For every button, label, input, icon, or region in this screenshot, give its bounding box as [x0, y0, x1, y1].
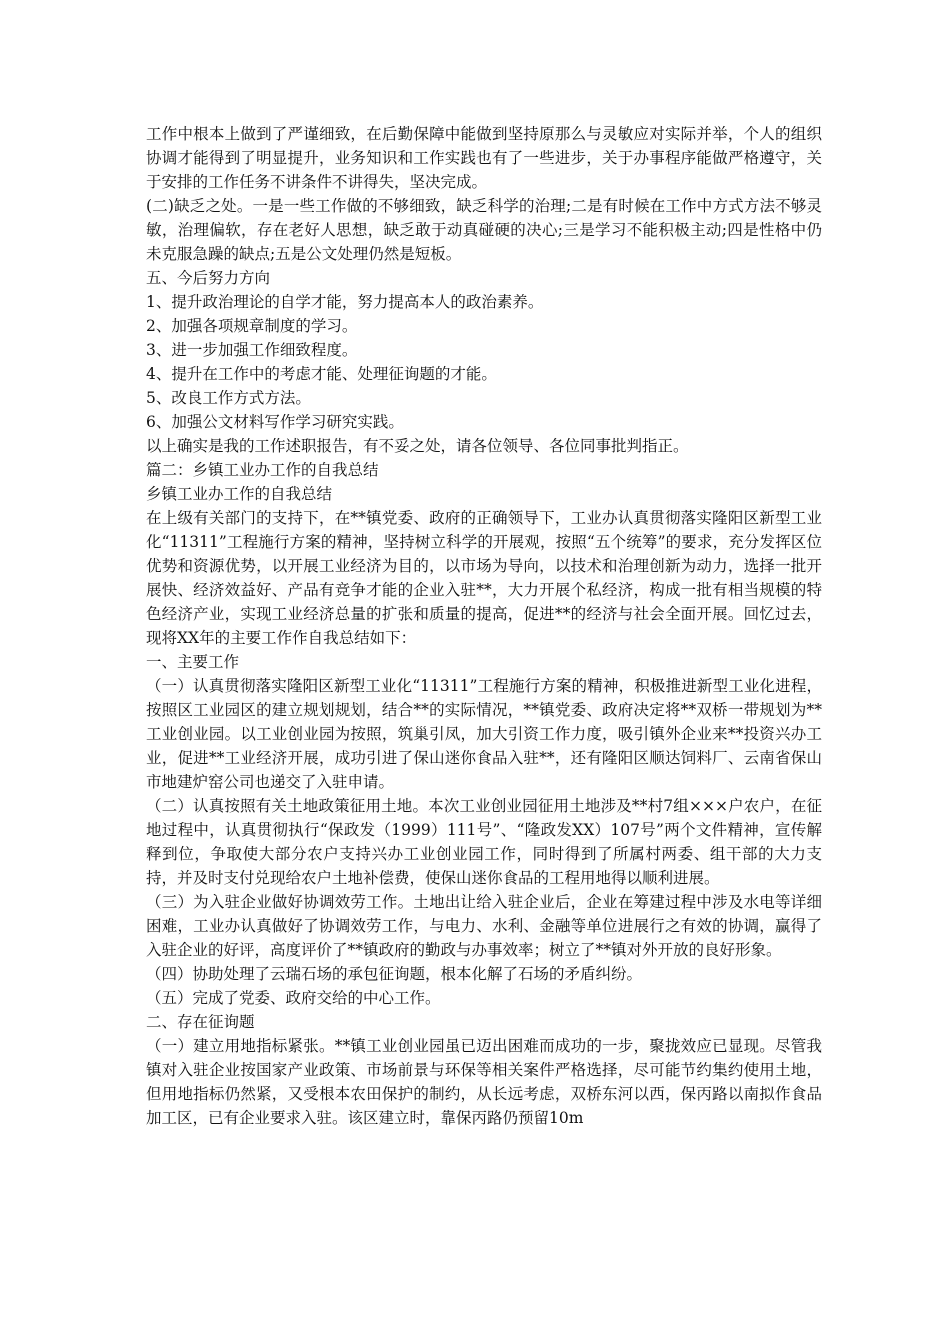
list-item: 3、进一步加强工作细致程度。: [146, 341, 358, 359]
list-item: 2、加强各项规章制度的学习。: [146, 317, 358, 335]
paragraph: （四）协助处理了云瑞石场的承包征询题，根本化解了石场的矛盾纠纷。: [146, 965, 643, 983]
paragraph: （五）完成了党委、政府交给的中心工作。: [146, 989, 441, 1007]
section-heading: 一、主要工作: [146, 653, 240, 671]
paragraph: （一）建立用地指标紧张。**镇工业创业园虽已迈出困难而成功的一步，聚拢效应已显现。尽管我镇对入驻企业按国家产业政策、市场前景与环保等相关案件严格选择，尽可能节约集约使用土地，但用地指标仍然紧，又受根本农田保护的制约，从长远考虑，双桥东河以西，保丙路以南拟作食品加工区，已有企业要求入驻。该区建立时，靠保丙路仍预留10m: [146, 1037, 822, 1127]
paragraph: 工作中根本上做到了严谨细致，在后勤保障中能做到坚持原那么与灵敏应对实际并举，个人的组织协调才能得到了明显提升，业务知识和工作实践也有了一些进步，关于办事程序能做严格遵守，关于安排的工作任务不讲条件不讲得失，坚决完成。: [146, 125, 822, 191]
list-item: 4、提升在工作中的考虑才能、处理征询题的才能。: [146, 365, 497, 383]
paragraph: (二)缺乏之处。一是一些工作做的不够细致，缺乏科学的治理;二是有时候在工作中方式方法不够灵敏，治理偏软，存在老好人思想，缺乏敢于动真碰硬的决心;三是学习不能积极主动;四是性格中仍未克服急躁的缺点;五是公文处理仍然是短板。: [146, 197, 822, 263]
list-item: 5、改良工作方式方法。: [146, 389, 311, 407]
paragraph: 以上确实是我的工作述职报告，有不妥之处，请各位领导、各位同事批判指正。: [146, 437, 689, 455]
section-heading: 二、存在征询题: [146, 1013, 255, 1031]
section-heading: 五、今后努力方向: [146, 269, 271, 287]
document-page: [146, 122, 822, 1130]
article-title: 乡镇工业办工作的自我总结: [146, 485, 333, 503]
paragraph: （二）认真按照有关土地政策征用土地。本次工业创业园征用土地涉及**村7组×××户农户，在征地过程中，认真贯彻执行“保政发（1999）111号”、“隆政发XX）107号”两个文件精神，宣传解释到位，争取使大部分农户支持兴办工业创业园工作，同时得到了所属村两委、组干部的大力支持，并及时支付兑现给农户土地补偿费，使保山迷你食品的工程用地得以顺利进展。: [146, 797, 822, 887]
paragraph: 在上级有关部门的支持下，在**镇党委、政府的正确领导下，工业办认真贯彻落实隆阳区新型工业化“11311”工程施行方案的精神，坚持树立科学的开展观，按照“五个统筹”的要求，充分发挥区位优势和资源优势，以开展工业经济为目的，以市场为导向，以技术和治理创新为动力，选择一批开展快、经济效益好、产品有竞争才能的企业入驻**，大力开展个私经济，构成一批有相当规模的特色经济产业，实现工业经济总量的扩张和质量的提高，促进**的经济与社会全面开展。回忆过去，现将XX年的主要工作作自我总结如下：: [146, 509, 822, 647]
list-item: 1、提升政治理论的自学才能，努力提高本人的政治素养。: [146, 293, 544, 311]
paragraph: （三）为入驻企业做好协调效劳工作。土地出让给入驻企业后，企业在筹建过程中涉及水电等详细困难，工业办认真做好了协调效劳工作，与电力、水利、金融等单位进展行之有效的协调，赢得了入驻企业的好评，高度评价了**镇政府的勤政与办事效率；树立了**镇对外开放的良好形象。: [146, 893, 822, 959]
list-item: 6、加强公文材料写作学习研究实践。: [146, 413, 404, 431]
article-heading: 篇二：乡镇工业办工作的自我总结: [146, 461, 379, 479]
paragraph: （一）认真贯彻落实隆阳区新型工业化“11311”工程施行方案的精神，积极推进新型工业化进程，按照区工业园区的建立规划规划，结合**的实际情况，**镇党委、政府决定将**双桥一带规划为**工业创业园。以工业创业园为按照，筑巢引凤，加大引资工作力度，吸引镇外企业来**投资兴办工业，促进**工业经济开展，成功引进了保山迷你食品入驻**，还有隆阳区顺达饲料厂、云南省保山市地建炉窑公司也递交了入驻申请。: [146, 677, 822, 791]
